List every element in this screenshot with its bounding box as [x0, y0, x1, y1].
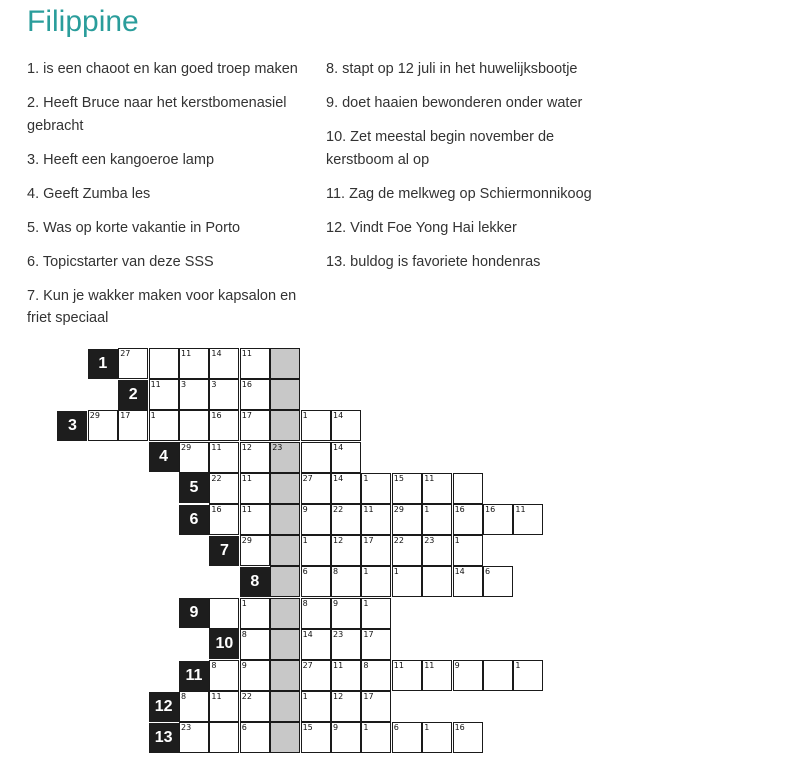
grid-cell[interactable] — [331, 442, 361, 473]
clue-3: 3. Heeft een kangoeroe lamp — [27, 151, 215, 168]
grid-cell[interactable] — [453, 504, 483, 535]
grid-cell[interactable] — [331, 504, 361, 535]
cell-number: 6 — [302, 567, 308, 577]
grid-cell[interactable] — [483, 566, 513, 597]
grid-cell[interactable] — [240, 348, 270, 379]
cell-number: 11 — [393, 661, 404, 670]
grid-cell[interactable] — [301, 442, 331, 473]
grid-cell[interactable] — [422, 566, 452, 597]
cell-number: 23 — [272, 442, 283, 452]
clue-5: 5. Was op korte vakantie in Porto — [27, 219, 241, 236]
grid-cell[interactable] — [301, 504, 331, 535]
cell-number: 1 — [424, 505, 430, 514]
cell-number: 16 — [211, 411, 222, 421]
cell-number: 11 — [424, 661, 435, 670]
cell-number: 23 — [424, 536, 435, 546]
clue-11: 11. Zag de melkweg op Schiermonnikoog — [326, 185, 592, 202]
grid-cell[interactable] — [361, 691, 391, 722]
clue-13: 13. buldog is favoriete hondenras — [326, 253, 541, 270]
cell-number: 11 — [241, 473, 252, 483]
grid-cell[interactable] — [483, 660, 513, 691]
grid-cell[interactable] — [301, 473, 331, 504]
cell-number: 17 — [363, 536, 374, 546]
grid-cell[interactable] — [301, 722, 331, 753]
cell-number: 6 — [485, 567, 491, 577]
cell-number: 12 — [333, 536, 344, 546]
grid-cell[interactable] — [240, 629, 270, 660]
grid-cell[interactable] — [149, 410, 179, 441]
cell-number: 17 — [363, 692, 374, 702]
cell-number: 1 — [393, 567, 399, 577]
cell-number: 1 — [363, 567, 369, 577]
grid-cell[interactable] — [422, 660, 452, 691]
cell-number: 14 — [333, 473, 344, 483]
grid-cell[interactable] — [392, 722, 422, 753]
grid-cell[interactable] — [149, 348, 179, 379]
solution-cell[interactable] — [270, 566, 300, 597]
cell-number: 12 — [241, 442, 252, 452]
row-label: 5 — [179, 473, 209, 503]
cell-number: 11 — [211, 692, 222, 702]
cell-number: 23 — [181, 723, 192, 733]
row-label: 9 — [179, 598, 209, 628]
cell-number: 1 — [363, 473, 369, 483]
solution-cell[interactable] — [270, 473, 300, 504]
grid-cell[interactable] — [361, 566, 391, 597]
grid-cell[interactable] — [361, 722, 391, 753]
cell-number: 11 — [515, 505, 526, 514]
cell-number: 3 — [181, 380, 187, 390]
cell-number: 16 — [241, 380, 252, 390]
grid-cell[interactable] — [361, 473, 391, 504]
row-label: 4 — [149, 442, 179, 472]
grid-cell[interactable] — [422, 722, 452, 753]
cell-number: 14 — [302, 629, 313, 639]
grid-cell[interactable] — [301, 598, 331, 629]
cell-number: 16 — [211, 505, 222, 514]
clue-8: 8. stapt op 12 juli in het huwelijksbootje — [326, 61, 578, 77]
grid-cell[interactable] — [240, 410, 270, 441]
cell-number: 1 — [302, 411, 308, 421]
grid-cell[interactable] — [361, 535, 391, 566]
grid-cell[interactable] — [422, 473, 452, 504]
cell-number: 17 — [363, 629, 374, 639]
cell-number: 1 — [241, 598, 247, 608]
cell-number: 9 — [333, 723, 339, 733]
solution-cell[interactable] — [270, 598, 300, 629]
solution-cell[interactable] — [270, 379, 300, 410]
row-label: 12 — [149, 692, 179, 722]
cell-number: 27 — [302, 661, 313, 670]
cell-number: 22 — [241, 692, 252, 702]
grid-cell[interactable] — [301, 691, 331, 722]
grid-cell[interactable] — [209, 691, 239, 722]
row-label: 2 — [118, 380, 148, 410]
grid-cell[interactable] — [209, 504, 239, 535]
grid-cell[interactable] — [331, 473, 361, 504]
cell-number: 1 — [302, 536, 308, 546]
cell-number: 1 — [424, 723, 430, 733]
grid-cell[interactable] — [301, 566, 331, 597]
cell-number: 8 — [211, 661, 217, 670]
cell-number: 14 — [211, 349, 222, 358]
cell-number: 22 — [211, 473, 222, 483]
cell-number: 14 — [333, 442, 344, 452]
cell-number: 17 — [120, 411, 131, 421]
clue-12: 12. Vindt Foe Yong Hai lekker — [326, 219, 517, 236]
cell-number: 27 — [302, 473, 313, 483]
grid-cell[interactable] — [331, 410, 361, 441]
cell-number: 11 — [241, 505, 252, 514]
clue-2: 2. Heeft Bruce naar het kerstbomenasiel gebracht — [27, 95, 287, 134]
cell-number: 23 — [333, 629, 344, 639]
grid-cell[interactable] — [453, 660, 483, 691]
grid-cell[interactable] — [422, 504, 452, 535]
grid-cell[interactable] — [209, 442, 239, 473]
cell-number: 29 — [393, 505, 404, 514]
cell-number: 16 — [485, 505, 496, 514]
solution-cell[interactable] — [270, 504, 300, 535]
grid-cell[interactable] — [240, 691, 270, 722]
cell-number: 11 — [150, 380, 161, 390]
cell-number: 22 — [333, 505, 344, 514]
grid-cell[interactable] — [179, 442, 209, 473]
grid-cell[interactable] — [179, 379, 209, 410]
grid-cell[interactable] — [240, 473, 270, 504]
grid-cell[interactable] — [361, 598, 391, 629]
grid-cell[interactable] — [392, 504, 422, 535]
row-label: 1 — [88, 349, 118, 379]
cell-number: 3 — [211, 380, 217, 390]
grid-cell[interactable] — [331, 535, 361, 566]
cell-number: 29 — [181, 442, 192, 452]
solution-cell[interactable] — [270, 348, 300, 379]
grid-cell[interactable] — [240, 598, 270, 629]
cell-number: 11 — [181, 349, 192, 358]
row-label: 11 — [179, 661, 209, 691]
solution-cell[interactable] — [270, 535, 300, 566]
cell-number: 9 — [241, 661, 247, 670]
grid-cell[interactable] — [331, 629, 361, 660]
grid-cell[interactable] — [240, 379, 270, 410]
cell-number: 1 — [454, 536, 460, 546]
grid-cell[interactable] — [392, 566, 422, 597]
solution-cell[interactable] — [270, 660, 300, 691]
grid-cell[interactable] — [179, 691, 209, 722]
cell-number: 1 — [150, 411, 156, 421]
grid-cell[interactable] — [240, 535, 270, 566]
cell-number: 11 — [241, 349, 252, 358]
cell-number: 6 — [241, 723, 247, 733]
cell-number: 1 — [363, 723, 369, 733]
cell-number: 11 — [363, 505, 374, 514]
grid-cell[interactable] — [240, 660, 270, 691]
grid-cell[interactable] — [179, 348, 209, 379]
grid-cell[interactable] — [209, 348, 239, 379]
row-label: 3 — [57, 411, 87, 441]
cell-number: 8 — [302, 598, 308, 608]
grid-cell[interactable] — [179, 722, 209, 753]
grid-cell[interactable] — [301, 535, 331, 566]
cell-number: 16 — [454, 505, 465, 514]
row-label: 13 — [149, 723, 179, 753]
cell-number: 14 — [454, 567, 465, 577]
cell-number: 11 — [211, 442, 222, 452]
grid-cell[interactable] — [209, 660, 239, 691]
cell-number: 15 — [302, 723, 313, 733]
grid-cell[interactable] — [209, 722, 239, 753]
page-title: Filippine — [27, 5, 139, 38]
grid-cell[interactable] — [331, 566, 361, 597]
grid-cell[interactable] — [361, 660, 391, 691]
grid-cell[interactable] — [453, 722, 483, 753]
cell-number: 15 — [393, 473, 404, 483]
row-label: 7 — [209, 536, 239, 566]
cell-number: 11 — [333, 661, 344, 670]
solution-cell[interactable] — [270, 629, 300, 660]
grid-cell[interactable] — [331, 598, 361, 629]
grid-cell[interactable] — [422, 535, 452, 566]
row-label: 10 — [209, 629, 239, 659]
cell-number: 8 — [363, 661, 369, 670]
grid-cell[interactable] — [240, 504, 270, 535]
grid-cell[interactable] — [209, 379, 239, 410]
cell-number: 1 — [515, 661, 521, 670]
grid-cell[interactable] — [331, 691, 361, 722]
grid-cell[interactable] — [331, 722, 361, 753]
grid-cell[interactable] — [179, 410, 209, 441]
clue-9: 9. doet haaien bewonderen onder water — [326, 95, 583, 111]
cell-number: 27 — [120, 349, 131, 358]
clue-10: 10. Zet meestal begin november de kerstboom al op — [326, 129, 555, 168]
cell-number: 9 — [454, 661, 460, 670]
cell-number: 9 — [302, 505, 308, 514]
cell-number: 1 — [302, 692, 308, 702]
grid-cell[interactable] — [392, 473, 422, 504]
grid-cell[interactable] — [118, 348, 148, 379]
grid-cell[interactable] — [240, 442, 270, 473]
solution-cell[interactable] — [270, 410, 300, 441]
cell-number: 6 — [393, 723, 399, 733]
grid-cell[interactable] — [301, 660, 331, 691]
cell-number: 1 — [363, 598, 369, 608]
solution-cell[interactable] — [270, 722, 300, 753]
grid-cell[interactable] — [453, 473, 483, 504]
cell-number: 8 — [333, 567, 339, 577]
grid-cell[interactable] — [361, 504, 391, 535]
grid-cell[interactable] — [331, 660, 361, 691]
grid-cell[interactable] — [209, 410, 239, 441]
cell-number: 12 — [333, 692, 344, 702]
row-label: 6 — [179, 505, 209, 535]
grid-cell[interactable] — [240, 722, 270, 753]
cell-number: 9 — [333, 598, 339, 608]
solution-cell[interactable] — [270, 691, 300, 722]
cell-number: 29 — [89, 411, 100, 421]
cell-number: 16 — [454, 723, 465, 733]
grid-cell[interactable] — [392, 660, 422, 691]
cell-number: 8 — [181, 692, 187, 702]
grid-cell[interactable] — [209, 598, 239, 629]
cell-number: 29 — [241, 536, 252, 546]
cell-number: 17 — [241, 411, 252, 421]
grid-cell[interactable] — [301, 629, 331, 660]
cell-number: 14 — [333, 411, 344, 421]
grid-cell[interactable] — [88, 410, 118, 441]
grid-cell[interactable] — [453, 566, 483, 597]
grid-cell[interactable] — [209, 473, 239, 504]
cell-number: 11 — [424, 473, 435, 483]
clue-6: 6. Topicstarter van deze SSS — [27, 253, 214, 270]
cell-number: 8 — [241, 629, 247, 639]
grid-cell[interactable] — [118, 410, 148, 441]
grid-cell[interactable] — [513, 504, 543, 535]
grid-cell[interactable] — [301, 410, 331, 441]
clue-7: 7. Kun je wakker maken voor kapsalon en friet speciaal — [27, 287, 297, 326]
grid-cell[interactable] — [392, 535, 422, 566]
grid-cell[interactable] — [149, 379, 179, 410]
row-label: 8 — [240, 567, 270, 597]
cell-number: 22 — [393, 536, 404, 546]
grid-cell[interactable] — [361, 629, 391, 660]
clue-1: 1. is een chaoot en kan goed troep maken — [27, 61, 298, 77]
clue-4: 4. Geeft Zumba les — [27, 185, 151, 202]
grid-cell[interactable] — [483, 504, 513, 535]
solution-cell[interactable] — [270, 442, 300, 473]
grid-cell[interactable] — [453, 535, 483, 566]
grid-cell[interactable] — [513, 660, 543, 691]
